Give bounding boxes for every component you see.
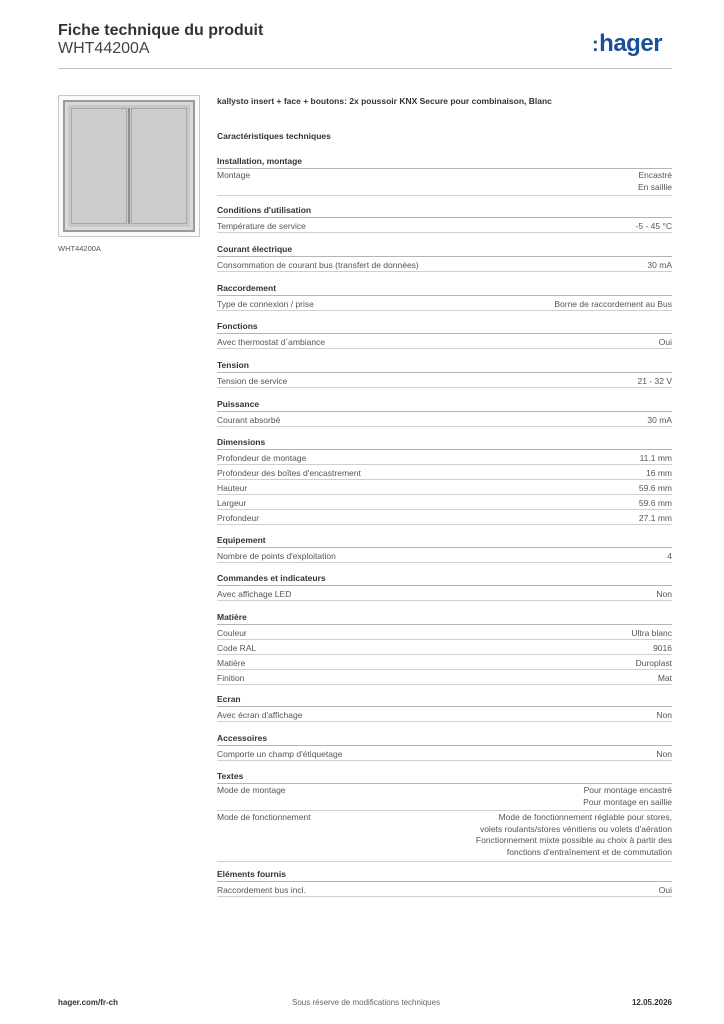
spec-row <box>217 746 672 761</box>
spec-group <box>217 320 672 349</box>
spec-label: Mode de fonctionnement <box>217 812 311 823</box>
spec-value-line: -5 - 45 °C <box>635 221 672 231</box>
spec-row <box>217 465 672 480</box>
spec-group-title: Installation, montage <box>217 155 672 169</box>
spec-value <box>653 640 672 654</box>
spec-group-title: Courant électrique <box>217 243 672 257</box>
spec-group-title: Tension <box>217 359 672 373</box>
spec-value <box>631 625 672 639</box>
spec-label: Matière <box>217 658 246 668</box>
spec-value <box>658 670 672 684</box>
spec-value <box>647 257 672 271</box>
specs-heading: Caractéristiques techniques <box>217 131 331 141</box>
spec-group <box>217 155 672 196</box>
product-image <box>58 95 200 237</box>
spec-group-title: Ecran <box>217 693 672 707</box>
spec-value-line: 16 mm <box>646 468 672 478</box>
spec-value-line: Encastré <box>638 170 672 180</box>
spec-group <box>217 611 672 685</box>
spec-row <box>217 882 672 897</box>
footer-website[interactable]: hager.com/fr-ch <box>58 998 119 1007</box>
spec-label: Largeur <box>217 498 247 508</box>
spec-group-title: Puissance <box>217 398 672 412</box>
product-description: kallysto insert + face + boutons: 2x poussoir KNX Secure pour combinaison, Blanc <box>217 96 552 106</box>
spec-group <box>217 868 672 897</box>
product-image-caption: WHT44200A <box>58 244 101 253</box>
rocker-divider <box>128 108 130 224</box>
rocker-left <box>71 108 127 224</box>
spec-value-line: Non <box>656 589 672 599</box>
spec-group-title: Equipement <box>217 534 672 548</box>
spec-row <box>217 670 672 685</box>
spec-row <box>217 655 672 670</box>
logo-mark: : <box>592 34 599 56</box>
spec-label: Hauteur <box>217 483 248 493</box>
spec-value <box>636 655 672 669</box>
spec-row <box>217 480 672 495</box>
spec-value <box>639 495 672 509</box>
spec-label: Finition <box>217 673 245 683</box>
spec-group <box>217 534 672 563</box>
spec-value-line: volets roulants/stores vénitiens ou volets d'aération <box>479 823 672 834</box>
spec-value-line: 27.1 mm <box>638 513 672 523</box>
spec-group <box>217 243 672 272</box>
spec-value-line: En saillie <box>637 181 672 192</box>
spec-label: Température de service <box>217 221 306 231</box>
spec-value <box>554 296 672 310</box>
switch-plate <box>63 100 195 232</box>
spec-value-line: 21 - 32 V <box>637 376 672 386</box>
spec-row <box>217 296 672 311</box>
spec-row <box>217 640 672 655</box>
spec-value-line: Mode de fonctionnement réglable pour stores, <box>498 812 672 823</box>
spec-value <box>583 784 672 808</box>
spec-group <box>217 359 672 388</box>
product-reference: WHT44200A <box>58 40 150 57</box>
spec-value-line: Duroplast <box>635 658 672 668</box>
spec-value-line: Oui <box>658 337 672 347</box>
spec-group-title: Matière <box>217 611 672 625</box>
spec-value-line: 59.6 mm <box>638 483 672 493</box>
spec-value <box>638 373 673 387</box>
spec-value <box>659 882 672 896</box>
spec-row <box>217 412 672 427</box>
spec-value-line: 30 mA <box>647 415 672 425</box>
spec-group <box>217 282 672 311</box>
spec-row <box>217 510 672 525</box>
spec-value <box>639 510 672 524</box>
spec-group <box>217 770 672 862</box>
spec-value-line: 4 <box>667 551 672 561</box>
logo-text: hager <box>599 30 663 57</box>
spec-value-line: Non <box>656 710 672 720</box>
spec-row <box>217 450 672 465</box>
spec-label: Avec écran d'affichage <box>217 710 303 720</box>
spec-label: Montage <box>217 170 251 180</box>
spec-group-title: Commandes et indicateurs <box>217 572 672 586</box>
spec-group-title: Conditions d'utilisation <box>217 204 672 218</box>
spec-value <box>656 707 672 721</box>
spec-group <box>217 732 672 761</box>
spec-value <box>647 412 672 426</box>
spec-label: Profondeur de montage <box>217 453 307 463</box>
spec-row <box>217 548 672 563</box>
spec-label: Profondeur <box>217 513 260 523</box>
spec-label: Consommation de courant bus (transfert de données) <box>217 260 419 270</box>
spec-group <box>217 204 672 233</box>
spec-group <box>217 693 672 722</box>
spec-value-line: fonctions d'entraînement et de commutation <box>506 846 672 857</box>
spec-row <box>217 257 672 272</box>
spec-row <box>217 373 672 388</box>
spec-label: Profondeur des boîtes d'encastrement <box>217 468 361 478</box>
spec-row <box>217 169 672 196</box>
spec-group <box>217 572 672 601</box>
spec-row <box>217 784 672 811</box>
spec-group-title: Raccordement <box>217 282 672 296</box>
spec-value <box>639 480 672 494</box>
spec-value-line: Pour montage en saillie <box>583 796 672 807</box>
spec-row <box>217 495 672 510</box>
spec-value <box>640 450 672 464</box>
spec-row <box>217 811 672 861</box>
spec-value-line: 9016 <box>653 643 672 653</box>
spec-label: Tension de service <box>217 376 288 386</box>
spec-value <box>638 169 672 193</box>
spec-row <box>217 586 672 601</box>
spec-row <box>217 707 672 722</box>
spec-group-title: Textes <box>217 770 672 784</box>
footer-date: 12.05.2026 <box>631 998 672 1007</box>
spec-row <box>217 334 672 349</box>
spec-value-line: Pour montage encastré <box>583 785 672 795</box>
spec-value-line: Ultra blanc <box>631 628 672 638</box>
header-divider <box>58 68 672 69</box>
spec-group-title: Eléments fournis <box>217 868 672 882</box>
spec-label: Nombre de points d'exploitation <box>217 551 336 561</box>
spec-row <box>217 218 672 233</box>
spec-value <box>646 465 672 479</box>
spec-group-title: Fonctions <box>217 320 672 334</box>
spec-value <box>656 746 672 760</box>
spec-value <box>667 548 672 562</box>
spec-label: Avec affichage LED <box>217 589 292 599</box>
spec-value-line: Mat <box>657 673 672 683</box>
spec-row <box>217 625 672 640</box>
spec-value-line: Oui <box>658 885 672 895</box>
spec-value-line: 59.6 mm <box>638 498 672 508</box>
spec-group <box>217 436 672 525</box>
spec-value-line: 30 mA <box>647 260 672 270</box>
spec-label: Courant absorbé <box>217 415 281 425</box>
spec-value <box>476 811 672 858</box>
spec-value-line: Fonctionnement mixte possible au choix à partir des <box>475 835 672 846</box>
spec-value <box>659 334 672 348</box>
rocker-right <box>131 108 187 224</box>
spec-group <box>217 398 672 427</box>
spec-group-title: Accessoires <box>217 732 672 746</box>
spec-label: Avec thermostat d´ambiance <box>217 337 326 347</box>
spec-label: Comporte un champ d'étiquetage <box>217 749 343 759</box>
spec-label: Code RAL <box>217 643 257 653</box>
spec-value <box>636 218 672 232</box>
spec-label: Couleur <box>217 628 247 638</box>
spec-value-line: Borne de raccordement au Bus <box>554 299 672 309</box>
spec-label: Mode de montage <box>217 785 286 795</box>
hager-logo[interactable] <box>592 30 662 58</box>
spec-group-title: Dimensions <box>217 436 672 450</box>
spec-label: Raccordement bus incl. <box>217 885 306 895</box>
page-title: Fiche technique du produit <box>58 22 264 39</box>
spec-value <box>656 586 672 600</box>
footer-notice: Sous réserve de modifications techniques <box>292 998 441 1007</box>
spec-label: Type de connexion / prise <box>217 299 314 309</box>
spec-value-line: Non <box>656 749 672 759</box>
spec-value-line: 11.1 mm <box>639 453 672 463</box>
